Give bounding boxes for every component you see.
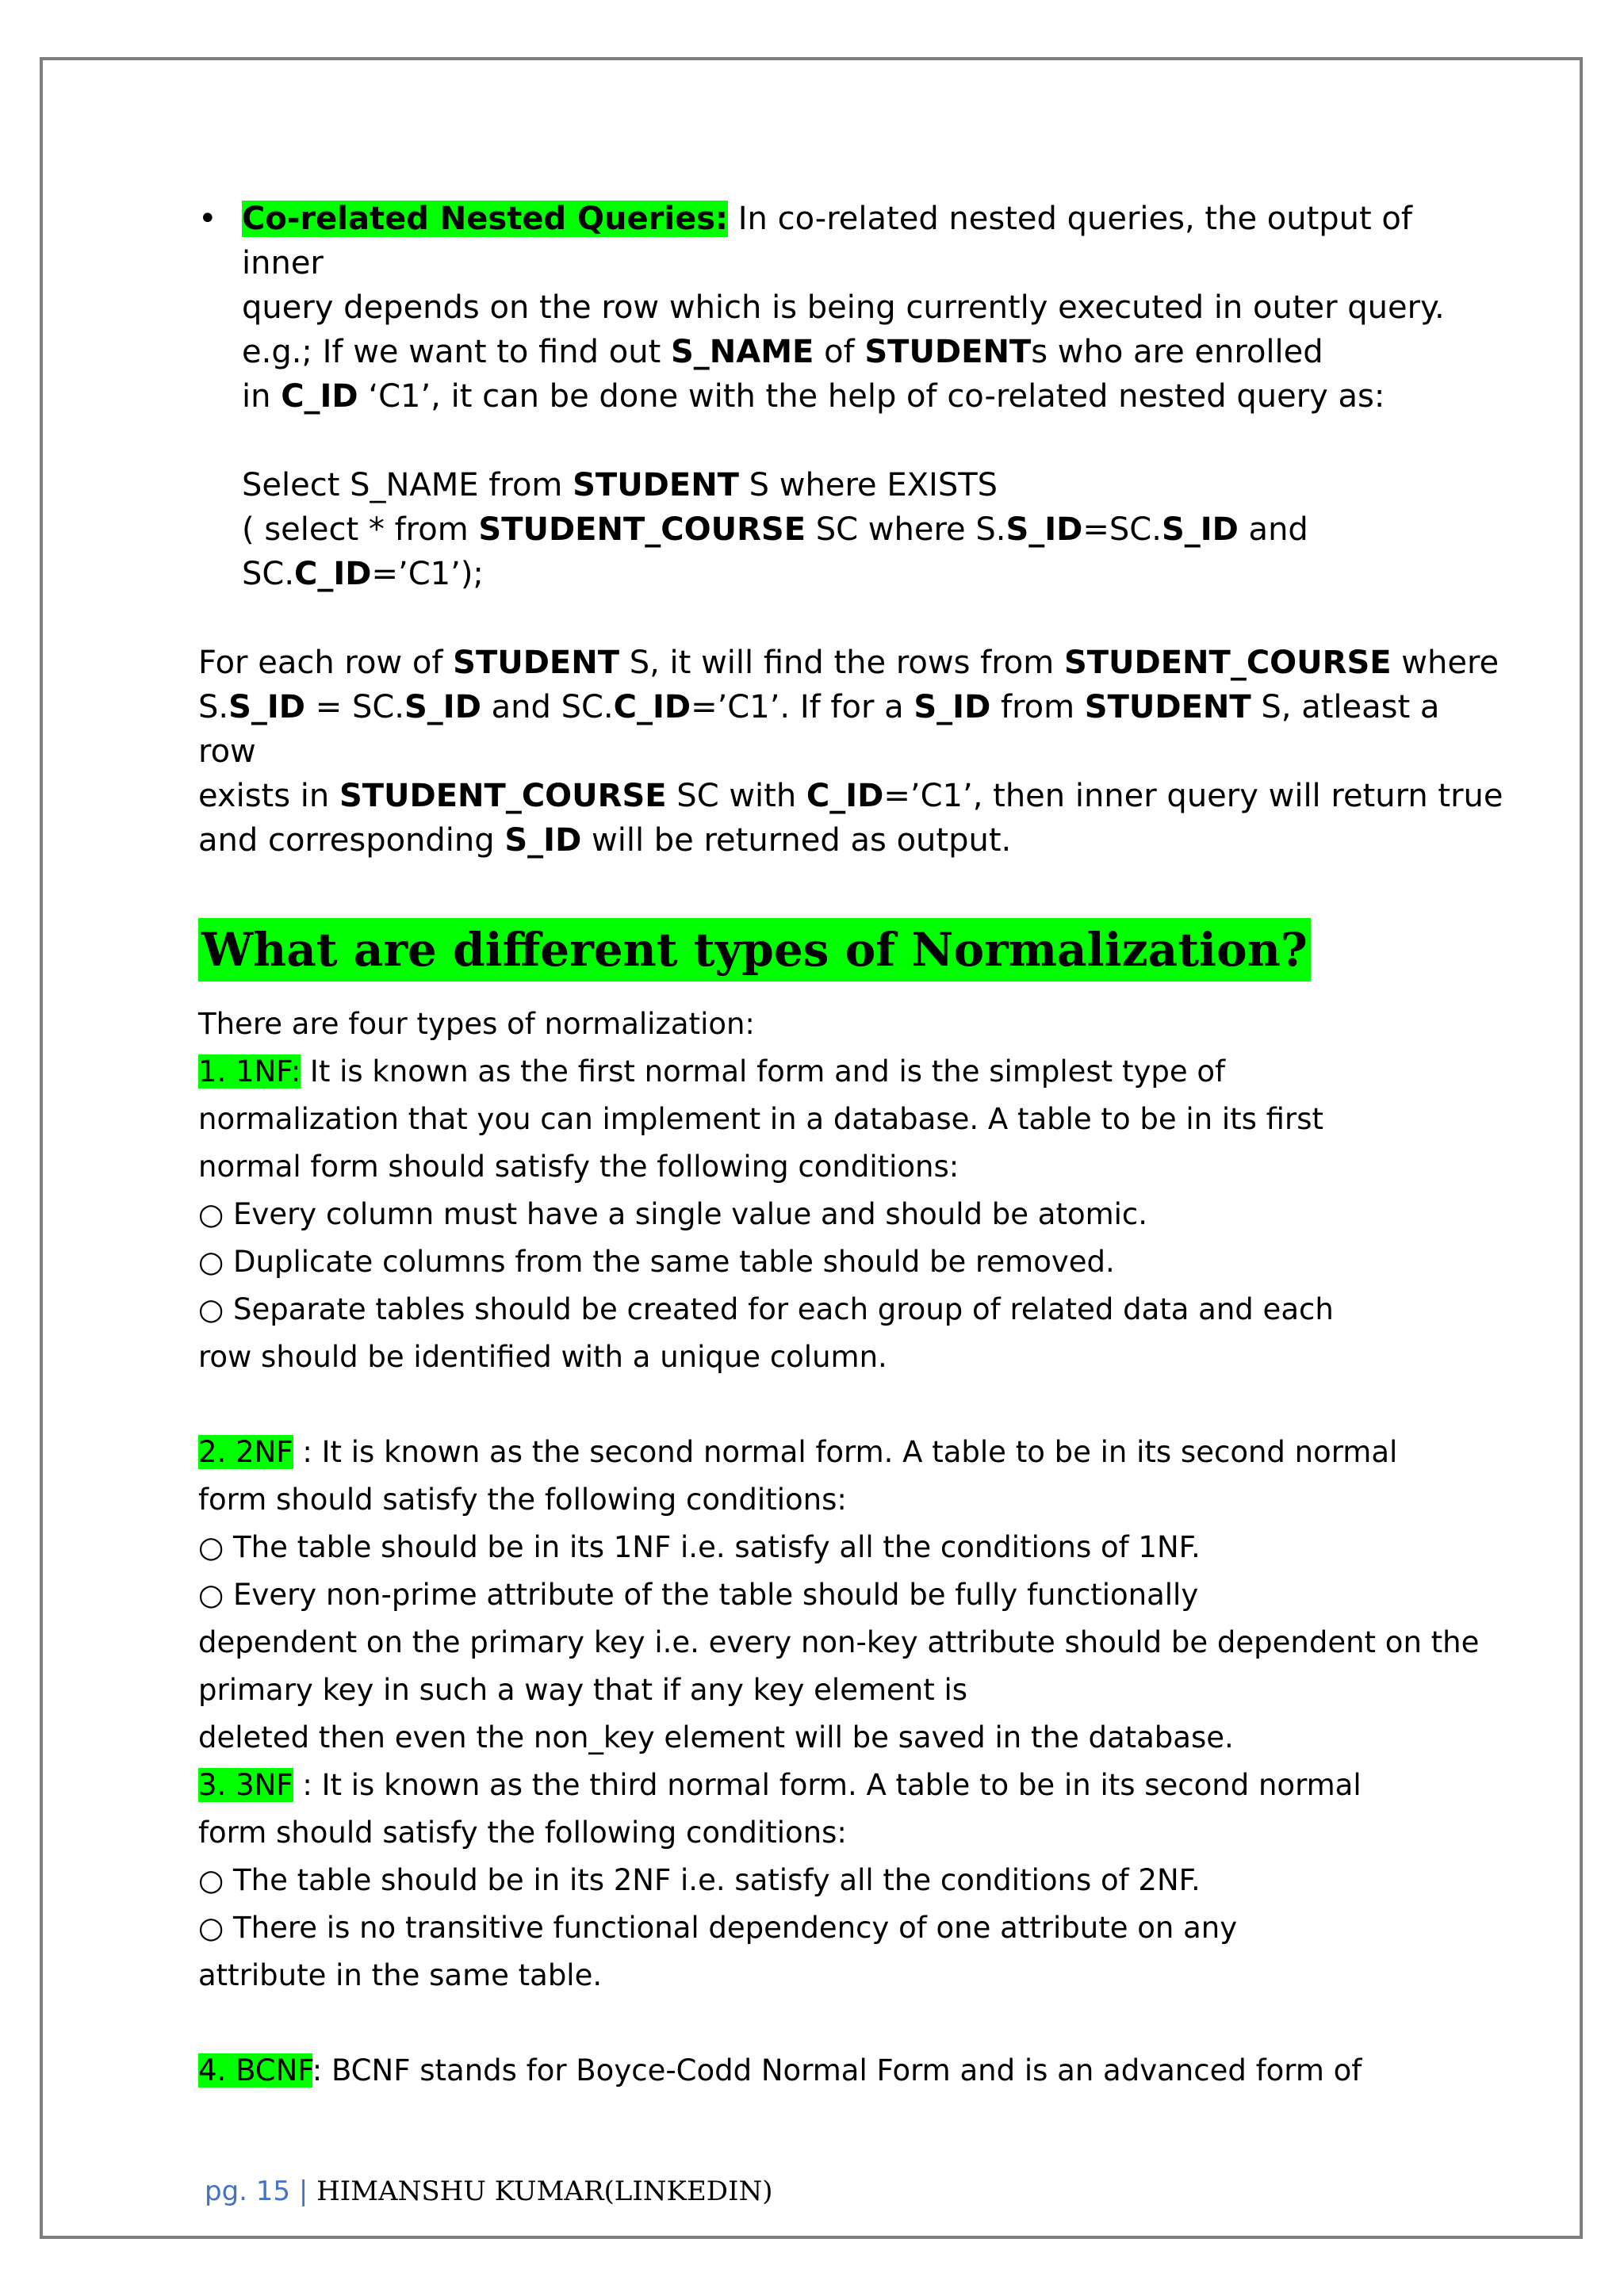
nf3-line-1 [198, 1762, 1467, 1809]
text: SC where S. [806, 511, 1006, 548]
keyword: STUDENT [864, 334, 1032, 370]
text: of [814, 334, 865, 370]
page-number: pg. 15 | [205, 2175, 317, 2207]
nf1-condition-4: row should be identified with a unique column. [198, 1340, 887, 1374]
text: S. [198, 689, 229, 725]
keyword: S_ID [228, 689, 306, 725]
explain-line-4 [198, 818, 1507, 863]
keyword: STUDENT [1084, 689, 1251, 725]
nf2-line-1 [198, 1429, 1467, 1476]
nf1-line-3: normal form should satisfy the following conditions: [198, 1150, 959, 1184]
keyword: S_ID [404, 689, 481, 725]
text: where [1391, 645, 1500, 681]
text: : It is known as the third normal form. A table to be in its second normal [293, 1768, 1362, 1802]
keyword: C_ID [294, 556, 372, 592]
keyword: S_ID [1005, 511, 1083, 548]
nf1-condition-1: ○ Every column must have a single value and should be atomic. [198, 1197, 1148, 1231]
text: In co-related nested queries, the output of inner [242, 201, 1412, 281]
keyword: C_ID [806, 778, 884, 814]
query-line-2 [242, 507, 1479, 552]
nf2-condition-4: primary key in such a way that if any key element is [198, 1673, 968, 1707]
bullet-term: Co-related Nested Queries: [242, 201, 729, 237]
keyword: STUDENT [573, 467, 739, 503]
text: in [242, 378, 282, 415]
text: SC with [666, 778, 806, 814]
keyword: S_NAME [670, 334, 814, 370]
query-line-1 [242, 463, 1479, 507]
nf2-condition-3: dependent on the primary key i.e. every non-key attribute should be dependent on the [198, 1625, 1480, 1659]
nf2-label: 2. 2NF [198, 1435, 293, 1469]
text: : It is known as the second normal form. A table to be in its second normal [293, 1435, 1398, 1469]
text: e.g.; If we want to find out [242, 334, 671, 370]
keyword: STUDENT_COURSE [1063, 645, 1392, 681]
explain-line-3 [198, 774, 1507, 818]
corelated-bullet [198, 197, 1479, 596]
page-footer [205, 2174, 773, 2209]
keyword: STUDENT_COURSE [478, 511, 806, 548]
normalization-section [198, 1001, 1480, 2095]
text: S, atleast a row [198, 689, 1440, 770]
bcnf-line-1 [198, 2047, 1467, 2095]
keyword: STUDENT [453, 645, 620, 681]
keyword: S_ID [504, 822, 582, 859]
nf2-line-2: form should satisfy the following conditions: [198, 1483, 847, 1517]
text: S, it will find the rows from [619, 645, 1064, 681]
section-heading: What are different types of Normalization? [198, 918, 1311, 982]
text: For each row of [198, 645, 454, 681]
bcnf-label: 4. BCNF [198, 2053, 312, 2087]
text: = SC. [305, 689, 404, 725]
text: Select S_NAME from [242, 467, 573, 503]
text: s who are enrolled [1031, 334, 1323, 370]
text: It is known as the first normal form and is the simplest type of [301, 1054, 1226, 1089]
text: will be returned as output. [581, 822, 1012, 859]
nf1-line-2: normalization that you can implement in a database. A table to be in its first [198, 1102, 1323, 1136]
nf3-condition-2: ○ There is no transitive functional dependency of one attribute on any [198, 1911, 1238, 1945]
bullet-line-4 [242, 374, 1479, 419]
text: S where EXISTS [738, 467, 998, 503]
explain-line-1 [198, 641, 1507, 685]
text: ( select * from [242, 511, 479, 548]
bullet-line-3 [242, 330, 1479, 374]
text: exists in [198, 778, 339, 814]
nf2-condition-1: ○ The table should be in its 1NF i.e. satisfy all the conditions of 1NF. [198, 1530, 1201, 1564]
bullet-marker: • [198, 201, 217, 237]
nf1-condition-3: ○ Separate tables should be created for each group of related data and each [198, 1292, 1334, 1326]
text: =SC. [1082, 511, 1162, 548]
text: SC. [242, 556, 295, 592]
text: =’C1’. If for a [691, 689, 914, 725]
keyword: S_ID [914, 689, 991, 725]
nf1-line-1 [198, 1048, 1467, 1096]
nf2-condition-5: deleted then even the non_key element will be saved in the database. [198, 1720, 1234, 1755]
nf3-label: 3. 3NF [198, 1768, 293, 1802]
text: and SC. [481, 689, 614, 725]
keyword: C_ID [281, 378, 358, 415]
text: ‘C1’, it can be done with the help of co-related nested query as: [358, 378, 1385, 415]
keyword: C_ID [613, 689, 691, 725]
nf2-condition-2: ○ Every non-prime attribute of the table should be fully functionally [198, 1578, 1199, 1612]
text: and corresponding [198, 822, 505, 859]
text: =’C1’); [371, 556, 484, 592]
nf3-condition-1: ○ The table should be in its 2NF i.e. satisfy all the conditions of 2NF. [198, 1863, 1201, 1897]
keyword: S_ID [1161, 511, 1239, 548]
text: : BCNF stands for Boyce-Codd Normal Form and is an advanced form of [312, 2053, 1362, 2087]
norm-intro: There are four types of normalization: [198, 1007, 755, 1041]
explain-line-2 [198, 685, 1507, 774]
nf3-condition-3: attribute in the same table. [198, 1958, 603, 1992]
bullet-line-1 [242, 197, 1479, 285]
nf1-condition-2: ○ Duplicate columns from the same table should be removed. [198, 1245, 1115, 1279]
text: =’C1’, then inner query will return true [883, 778, 1503, 814]
nf1-label: 1. 1NF: [198, 1054, 301, 1089]
nf3-line-2: form should satisfy the following conditions: [198, 1816, 847, 1850]
query-line-3 [242, 552, 1479, 596]
explanation-paragraph [198, 641, 1507, 863]
bullet-line-2: query depends on the row which is being currently executed in outer query. [242, 289, 1445, 326]
footer-author: HIMANSHU KUMAR(LINKEDIN) [316, 2175, 773, 2207]
keyword: STUDENT_COURSE [339, 778, 667, 814]
text: and [1238, 511, 1308, 548]
text: from [990, 689, 1085, 725]
